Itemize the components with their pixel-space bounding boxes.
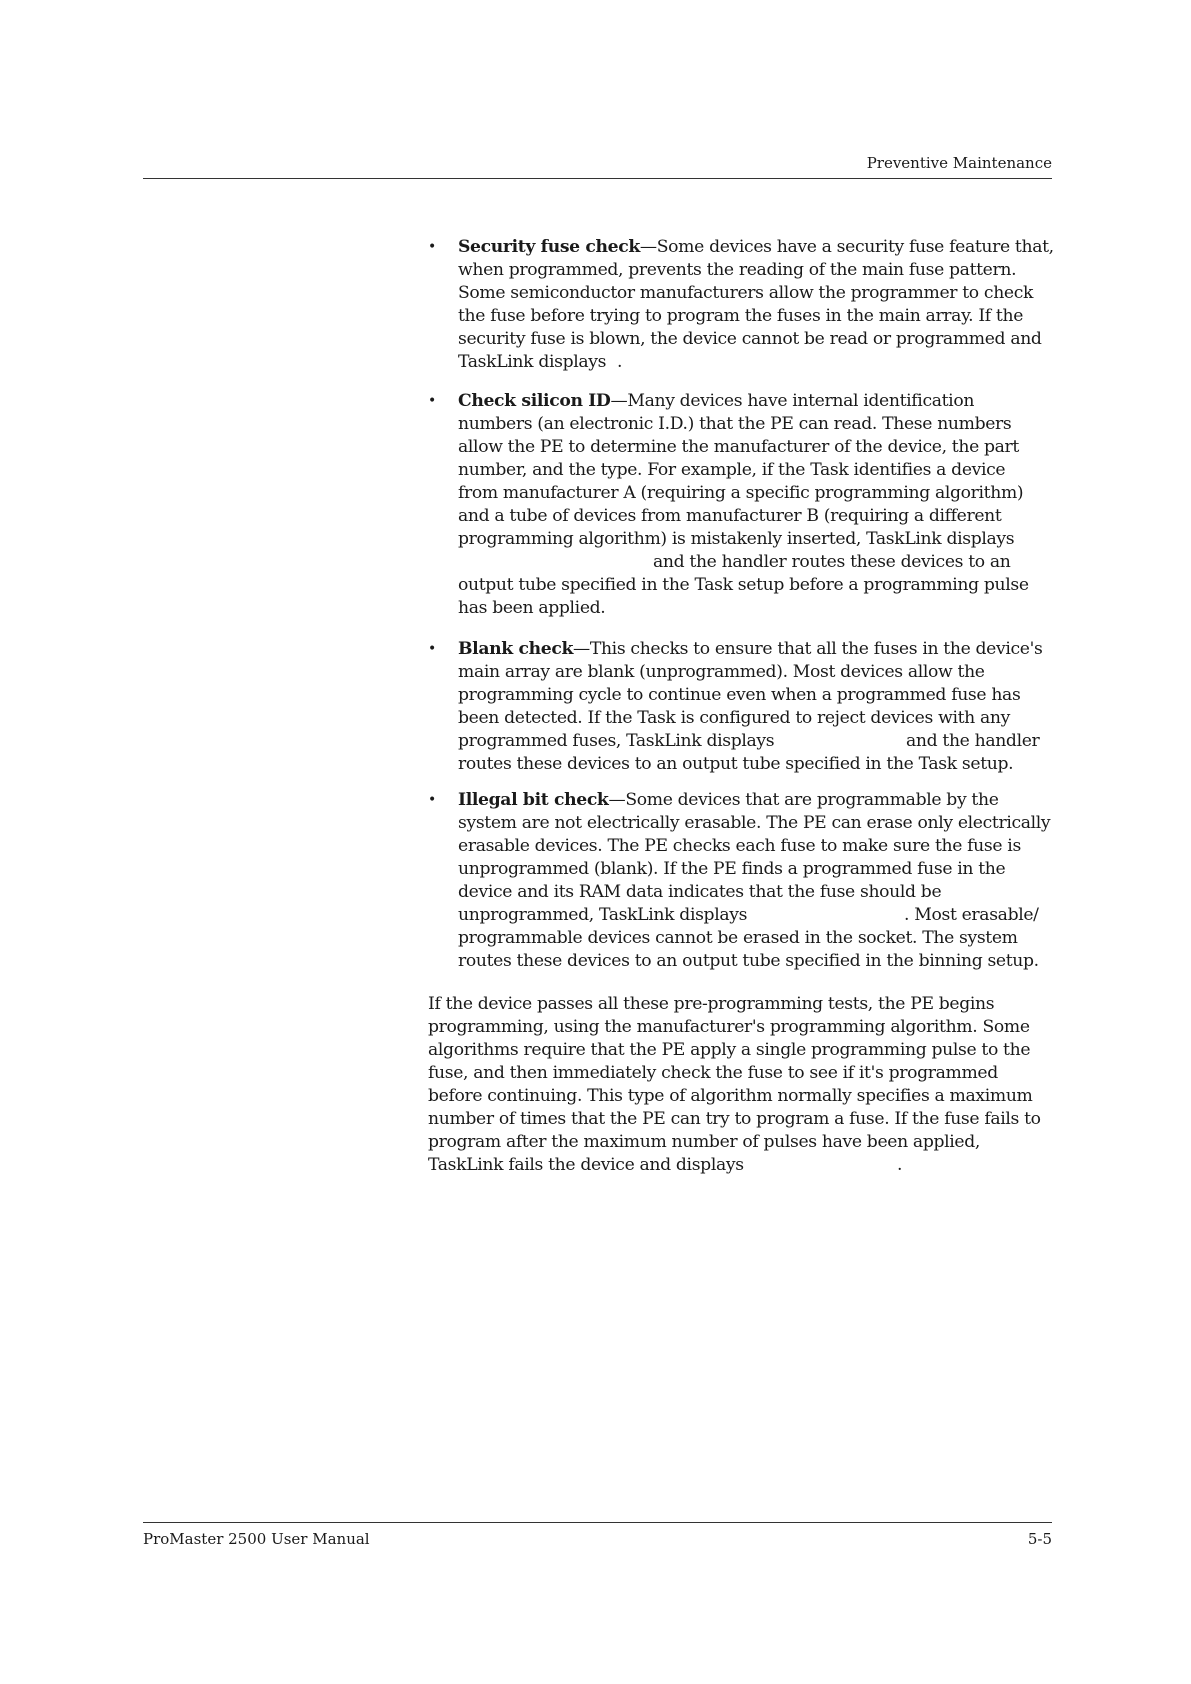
line-text: number, and the type. For example, if the Task identifies a device bbox=[458, 460, 1006, 480]
text-line bbox=[458, 950, 1058, 973]
line-text: programmable devices cannot be erased in the socket. The system bbox=[458, 928, 1018, 948]
line-text: programmed fuses, TaskLink displays bbox=[458, 731, 775, 751]
line-tail: and the handler bbox=[906, 731, 1040, 751]
text-line bbox=[458, 835, 1058, 858]
text-line bbox=[458, 753, 1058, 776]
line-text: routes these devices to an output tube specified in the Task setup. bbox=[458, 754, 1014, 774]
text-line bbox=[428, 1085, 1033, 1108]
text-line bbox=[428, 390, 1058, 413]
line-text: Some semiconductor manufacturers allow the programmer to check bbox=[458, 283, 1034, 303]
text-line bbox=[458, 528, 1058, 551]
text-line bbox=[458, 282, 1058, 305]
text-line bbox=[458, 351, 1058, 374]
line-text: —This checks to ensure that all the fuses in the device's bbox=[573, 639, 1043, 659]
line-tail: and the handler routes these devices to an bbox=[653, 552, 1011, 572]
text-line bbox=[458, 904, 1058, 927]
text-line bbox=[428, 993, 1028, 1016]
bullet-term: Security fuse check bbox=[458, 237, 640, 257]
header-rule bbox=[143, 178, 1052, 179]
body-paragraph bbox=[428, 993, 1041, 1177]
line-text: the fuse before trying to program the fuses in the main array. If the bbox=[458, 306, 1024, 326]
running-header: Preventive Maintenance bbox=[866, 154, 1052, 172]
text-line bbox=[428, 236, 1058, 259]
bullet-item bbox=[428, 236, 1058, 374]
line-text: number of times that the PE can try to program a fuse. If the fuse fails to bbox=[428, 1109, 1041, 1129]
text-line bbox=[458, 328, 1058, 351]
line-text: output tube specified in the Task setup before a programming pulse bbox=[458, 575, 1029, 595]
bullet-term: Blank check bbox=[458, 639, 574, 659]
text-line bbox=[458, 707, 1058, 730]
line-text: programming, using the manufacturer's programming algorithm. Some bbox=[428, 1017, 1030, 1037]
text-line bbox=[428, 789, 1058, 812]
text-line bbox=[458, 305, 1058, 328]
bullet-item bbox=[428, 390, 1058, 620]
text-line bbox=[458, 881, 1058, 904]
bullet-icon: • bbox=[428, 792, 436, 808]
text-line bbox=[428, 1131, 1028, 1154]
line-text: from manufacturer A (requiring a specific programming algorithm) bbox=[458, 483, 1024, 503]
line-text: unprogrammed (blank). If the PE finds a programmed fuse in the bbox=[458, 859, 1006, 879]
text-line bbox=[458, 730, 1058, 753]
line-text: and a tube of devices from manufacturer B (requiring a different bbox=[458, 506, 1002, 526]
text-line bbox=[458, 413, 1058, 436]
line-tail: . Most erasable/ bbox=[904, 905, 1039, 925]
line-text: —Many devices have internal identification bbox=[610, 391, 975, 411]
line-text: algorithms require that the PE apply a single programming pulse to the bbox=[428, 1040, 1031, 1060]
line-text: system are not electrically erasable. The PE can erase only electrically bbox=[458, 813, 1051, 833]
text-line bbox=[458, 927, 1058, 950]
text-line bbox=[458, 574, 1058, 597]
line-text: main array are blank (unprogrammed). Most devices allow the bbox=[458, 662, 985, 682]
footer-manual-title: ProMaster 2500 User Manual bbox=[143, 1530, 370, 1548]
bullet-term: Check silicon ID bbox=[458, 391, 611, 411]
line-text: when programmed, prevents the reading of the main fuse pattern. bbox=[458, 260, 1017, 280]
text-line bbox=[458, 459, 1058, 482]
line-text: has been applied. bbox=[458, 598, 606, 618]
line-text: numbers (an electronic I.D.) that the PE can read. These numbers bbox=[458, 414, 1012, 434]
line-text: —Some devices have a security fuse feature that, bbox=[639, 237, 1054, 257]
text-line bbox=[458, 661, 1058, 684]
line-text: unprogrammed, TaskLink displays bbox=[458, 905, 748, 925]
line-text: before continuing. This type of algorithm normally specifies a maximum bbox=[428, 1086, 1033, 1106]
line-text: routes these devices to an output tube specified in the binning setup. bbox=[458, 951, 1039, 971]
bullet-term: Illegal bit check bbox=[458, 790, 609, 810]
text-line bbox=[458, 597, 1058, 620]
line-text: TaskLink fails the device and displays bbox=[428, 1155, 744, 1175]
text-line bbox=[458, 551, 1058, 574]
text-line bbox=[458, 436, 1058, 459]
text-line bbox=[428, 1039, 1031, 1062]
line-text: allow the PE to determine the manufacturer of the device, the part bbox=[458, 437, 1019, 457]
line-text: programming cycle to continue even when a programmed fuse has bbox=[458, 685, 1021, 705]
bullet-icon: • bbox=[428, 393, 436, 409]
text-line bbox=[458, 684, 1058, 707]
line-text: fuse, and then immediately check the fuse to see if it's programmed bbox=[428, 1063, 998, 1083]
line-text: TaskLink displays bbox=[458, 352, 607, 372]
text-line bbox=[428, 1154, 1028, 1177]
line-text: programming algorithm) is mistakenly inserted, TaskLink displays bbox=[458, 529, 1015, 549]
line-text: device and its RAM data indicates that the fuse should be bbox=[458, 882, 942, 902]
text-line bbox=[428, 1016, 1028, 1039]
bullet-icon: • bbox=[428, 641, 436, 657]
line-tail: . bbox=[897, 1155, 903, 1175]
text-line bbox=[428, 638, 1058, 661]
line-text: security fuse is blown, the device cannot be read or programmed and bbox=[458, 329, 1042, 349]
page-number: 5-5 bbox=[1027, 1530, 1052, 1548]
bullet-item bbox=[428, 638, 1058, 776]
bullet-item bbox=[428, 789, 1058, 973]
line-text: If the device passes all these pre-programming tests, the PE begins bbox=[428, 994, 995, 1014]
text-line bbox=[458, 812, 1058, 835]
bullet-icon: • bbox=[428, 239, 436, 255]
text-line bbox=[458, 505, 1058, 528]
text-line bbox=[458, 259, 1058, 282]
line-text: erasable devices. The PE checks each fuse to make sure the fuse is bbox=[458, 836, 1021, 856]
text-line bbox=[428, 1062, 1028, 1085]
text-line bbox=[458, 858, 1058, 881]
line-tail: . bbox=[617, 352, 623, 372]
text-line bbox=[458, 482, 1058, 505]
line-text: been detected. If the Task is configured to reject devices with any bbox=[458, 708, 1010, 728]
line-text: program after the maximum number of pulses have been applied, bbox=[428, 1132, 981, 1152]
line-text: —Some devices that are programmable by the bbox=[608, 790, 999, 810]
footer-rule bbox=[143, 1522, 1052, 1523]
text-line bbox=[428, 1108, 1041, 1131]
